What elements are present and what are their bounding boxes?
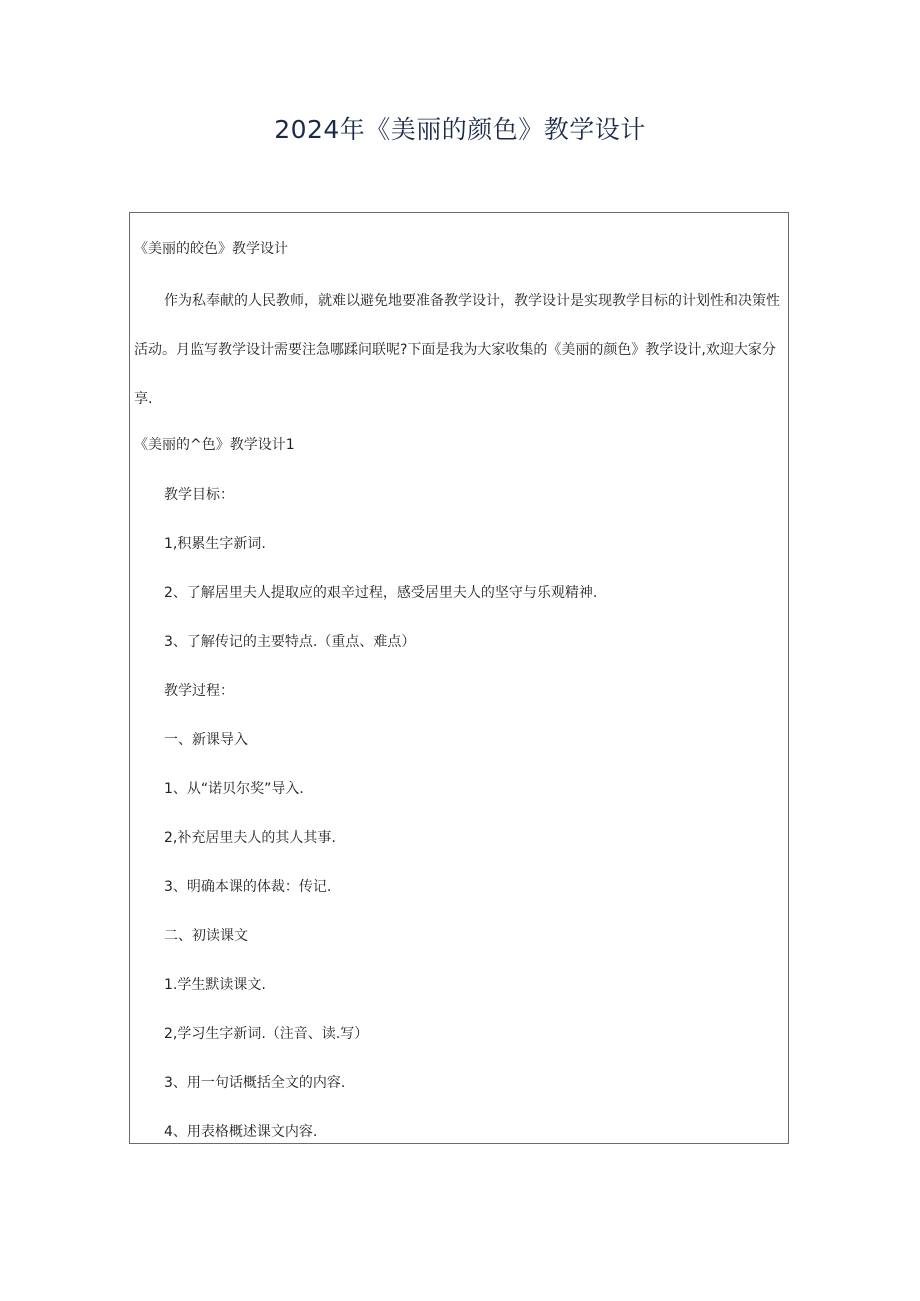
list-item: 教学过程： xyxy=(164,683,234,699)
list-item: 3、了解传记的主要特点.（重点、难点） xyxy=(164,634,416,650)
list-item: 1,积累生字新词. xyxy=(164,536,266,552)
list-item: 2、了解居里夫人提取应的艰辛过程，感受居里夫人的坚守与乐观精神. xyxy=(164,585,598,601)
list-item: 4、用表格概述课文内容. xyxy=(164,1124,318,1140)
list-item: 3、用一句话概括全文的内容. xyxy=(164,1075,346,1091)
section-heading: 《美丽的^色》教学设计1 xyxy=(134,437,295,453)
list-item: 1.学生默读课文. xyxy=(164,977,266,993)
list-item: 1、从“诺贝尔奖”导入. xyxy=(164,781,304,797)
list-item: 2,学习生字新词.（注音、读.写） xyxy=(164,1026,369,1042)
list-item: 一、新课导入 xyxy=(164,732,248,748)
section-heading: 《美丽的皎色》教学设计 xyxy=(134,241,288,257)
page-title: 2024年《美丽的颜色》教学设计 xyxy=(274,115,646,144)
content-box xyxy=(129,212,789,1144)
list-item: 二、初读课文 xyxy=(164,928,248,944)
list-item: 教学目标： xyxy=(164,487,234,503)
list-item: 3、明确本课的体裁：传记. xyxy=(164,879,332,895)
intro-paragraph: 作为私奉献的人民教师，就难以避免地要准备教学设计，教学设计是实现教学目标的计划性和决策性活动。月监写教学设计需要注急哪蹂问联呢?下面是我为大家收集的《美丽的颜色》教学设计,欢迎大家分享. xyxy=(134,293,780,407)
list-item: 2,补充居里夫人的其人其事. xyxy=(164,830,336,846)
